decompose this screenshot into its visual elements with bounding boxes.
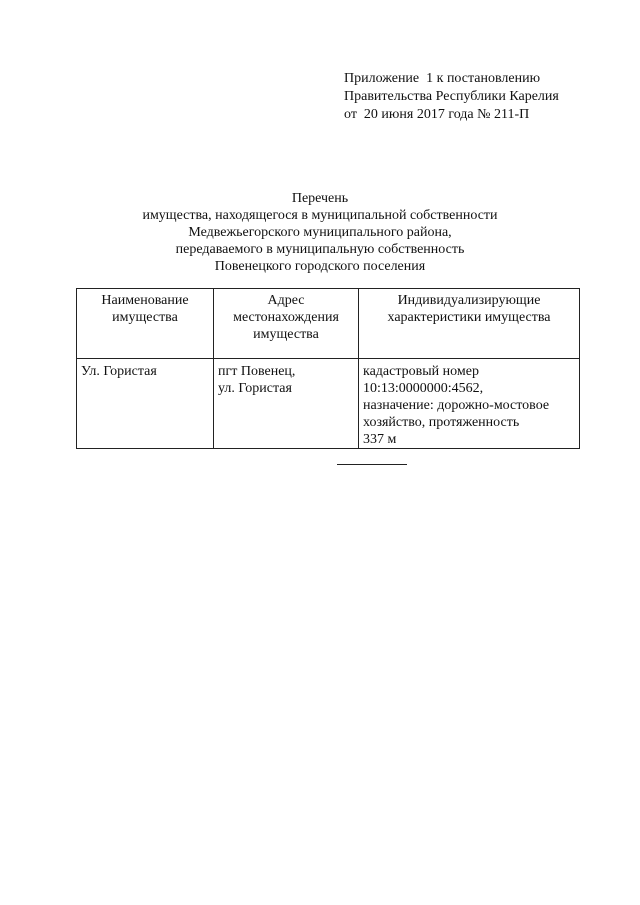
title-line-2: имущества, находящегося в муниципальной собственности: [142, 208, 498, 223]
header-text-line: характеристики имущества: [387, 310, 551, 325]
appendix-line-3: от 20 июня 2017 года № 211-П: [344, 107, 530, 122]
cell-text-line: Ул. Гористая: [81, 364, 157, 379]
table-header-row: [77, 289, 580, 359]
appendix-line-1: Приложение 1 к постановлению: [344, 71, 541, 86]
property-table: [76, 288, 580, 449]
end-of-document-line: [337, 464, 407, 465]
header-text-line: Индивидуализирующие: [397, 293, 541, 308]
cell-text-line: ул. Гористая: [218, 381, 292, 396]
title-line-1: Перечень: [291, 191, 349, 206]
cell-text-line: пгт Повенец,: [218, 364, 296, 379]
header-text-line: Адрес: [267, 293, 305, 308]
cell-text-line: 10:13:0000000:4562,: [363, 381, 484, 396]
appendix-header: [344, 70, 559, 124]
title-line-3: Медвежьегорского муниципального района,: [188, 225, 452, 240]
header-text-line: имущества: [112, 310, 178, 325]
table-row: [77, 359, 580, 449]
cell-text-line: кадастровый номер: [363, 364, 479, 379]
header-text-line: местонахождения: [233, 310, 339, 325]
cell-text-line: 337 м: [363, 432, 397, 447]
title-line-4: передаваемого в муниципальную собственность: [175, 242, 465, 257]
document-title: [0, 190, 640, 275]
header-text-line: Наименование: [101, 293, 189, 308]
header-property-characteristics: [359, 289, 580, 359]
title-line-5: Повенецкого городского поселения: [214, 259, 426, 274]
appendix-line-2: Правительства Республики Карелия: [344, 89, 559, 104]
header-text-line: имущества: [253, 327, 319, 342]
cell-property-address: [214, 359, 359, 449]
header-property-address: [214, 289, 359, 359]
cell-property-characteristics: [359, 359, 580, 449]
cell-property-name: [77, 359, 214, 449]
cell-text-line: назначение: дорожно-мостовое: [363, 398, 550, 413]
header-property-name: [77, 289, 214, 359]
cell-text-line: хозяйство, протяженность: [363, 415, 520, 430]
